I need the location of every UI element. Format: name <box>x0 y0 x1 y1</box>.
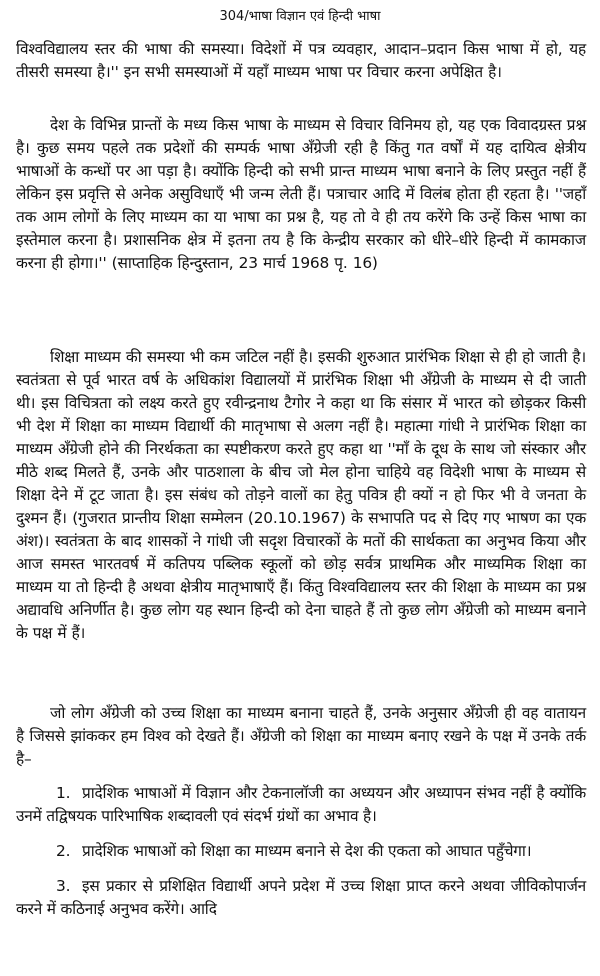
argument-list <box>16 782 586 921</box>
list-item-number: 2. <box>56 842 71 860</box>
paragraph-education-medium: शिक्षा माध्यम की समस्या भी कम जटिल नहीं है। इसकी शुरुआत प्रारंभिक शिक्षा से ही हो जाती है। स्वतंत्रता से पूर्व भारत वर्ष के अधिकांश विद्यालयों में प्रारंभिक शिक्षा भी अँग्रेजी के माध्यम से दी जाती थी। इस विचित्रता को लक्ष्य करते हुए रवीन्द्रनाथ टैगोर ने कहा था कि संसार में भारत को छोड़कर किसी भी देश में शिक्षा का माध्यम विद्यार्थी की मातृभाषा से अलग नहीं है। महात्मा गांधी ने प्रारंभिक शिक्षा का माध्यम अँग्रेजी होने की निरर्थकता का स्पष्टीकरण करते हुए कहा था ''माँ के दूध के साथ जो संस्कार और मीठे शब्द मिलते हैं, उनके और पाठशाला के बीच जो मेल होना चाहिये वह विदेशी भाषा के माध्यम से शिक्षा देने में टूट जाता है। इस संबंध को तोड़ने वालों का हेतु पवित्र ही क्यों न हो फिर भी वे जनता के दुश्मन हैं। (गुजरात प्रान्तीय शिक्षा सम्मेलन (20.10.1967) के सभापति पद से दिए गए भाषण का एक अंश)। स्वतंत्रता के बाद शासकों ने गांधी जी सदृश विचारकों के मतों की सार्थकता का अनुभव किया और आज समस्त भारतवर्ष में कतिपय पब्लिक स्कूलों को छोड़ सर्वत्र प्राथमिक और माध्यमिक शिक्षा का माध्यम या तो हिन्दी है अथवा क्षेत्रीय मातृभाषाएँ हैं। किंतु विश्वविद्यालय स्तर की शिक्षा के माध्यम का प्रश्न अद्यावधि अनिर्णीत है। कुछ लोग यह स्थान हिन्दी को देना चाहते हैं तो कुछ लोग अँग्रेजी को माध्यम बनाने के पक्ष में हैं। <box>16 348 586 642</box>
list-item-text: प्रादेशिक भाषाओं में विज्ञान और टेकनालॉजी का अध्ययन और अध्यापन संभव नहीं है क्योंकि उनमें तद्विषयक पारिभाषिक शब्दावली एवं संदर्भ ग्रंथों का अभाव है। <box>16 784 586 825</box>
list-item-text: प्रादेशिक भाषाओं को शिक्षा का माध्यम बनाने से देश की एकता को आघात पहुँचेगा। <box>82 842 532 860</box>
list-item-number: 3. <box>56 877 71 895</box>
paragraph-english-arguments: जो लोग अँग्रेजी को उच्च शिक्षा का माध्यम बनाना चाहते हैं, उनके अनुसार अँग्रेजी ही वह वातायन है जिससे झांककर हम विश्व को देखते हैं। अँग्रेजी को शिक्षा का माध्यम बनाए रखने के पक्ष में उनके तर्क है– <box>16 704 586 768</box>
list-item-text: इस प्रकार से प्रशिक्षित विद्यार्थी अपने प्रदेश में उच्च शिक्षा प्राप्त करने अथवा जीविकोपार्जन करने में कठिनाई अनुभव करेंगे। आदि <box>16 877 586 918</box>
list-item-number: 1. <box>56 784 71 802</box>
list-item <box>16 840 586 863</box>
paragraph-intro: विश्वविद्यालय स्तर की भाषा की समस्या। विदेशों में पत्र व्यवहार, आदान–प्रदान किस भाषा में हो, यह तीसरी समस्या है।'' इन सभी समस्याओं में यहाँ माध्यम भाषा पर विचार करना अपेक्षित है। <box>16 40 586 81</box>
paragraph-link-language: देश के विभिन्न प्रान्तों के मध्य किस भाषा के माध्यम से विचार विनिमय हो, यह एक विवादग्रस्त प्रश्न है। कुछ समय पहले तक प्रदेशों की सम्पर्क भाषा अँग्रेजी रही है किंतु गत वर्षों में यह दायित्व क्षेत्रीय भाषाओं के कन्धों पर आ पड़ा है। क्योंकि हिन्दी को सभी प्रान्त माध्यम भाषा बनाने के लिए प्रस्तुत नहीं हैं लेकिन इस प्रवृत्ति से अनेक असुविधाएँ भी जन्म लेती हैं। पत्राचार आदि में विलंब होता ही रहता है। ''जहाँ तक आम लोगों के लिए माध्यम का या भाषा का प्रश्न है, यह तो वे ही तय करेंगे कि उन्हें किस भाषा का इस्तेमाल करना है। प्रशासनिक क्षेत्र में इतना तय है कि केन्द्रीय सरकार को धीरे–धीरे हिन्दी में कामकाज करना ही होगा।'' (साप्ताहिक हिन्दुस्तान, 23 मार्च 1968 पृ. 16) <box>16 116 586 272</box>
page-header: 304/भाषा विज्ञान एवं हिन्दी भाषा <box>219 9 381 24</box>
list-item <box>16 782 586 828</box>
list-item <box>16 875 586 921</box>
